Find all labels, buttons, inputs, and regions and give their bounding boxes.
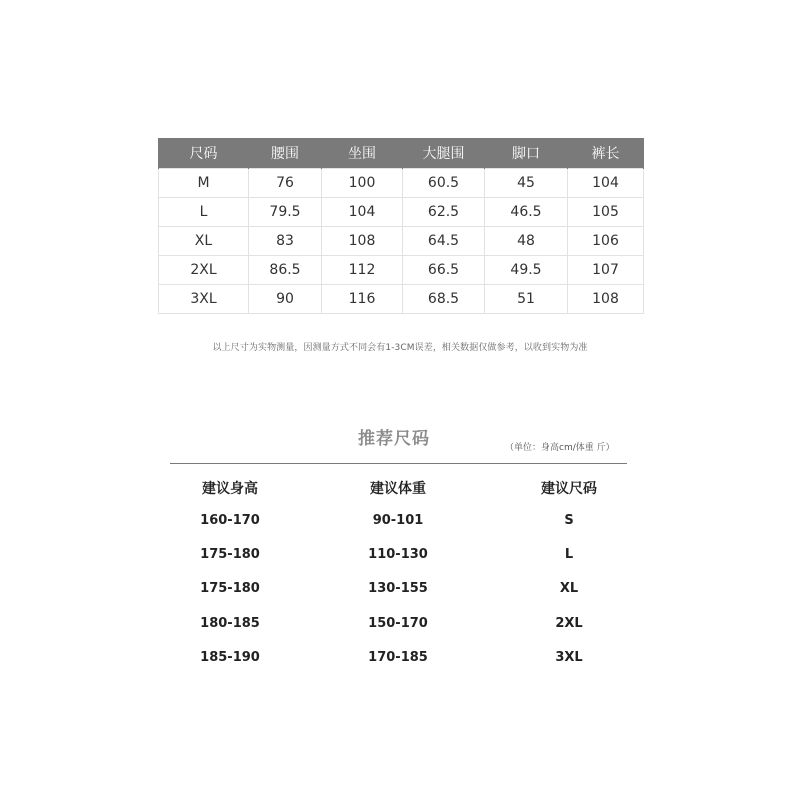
list-item bbox=[0, 646, 800, 670]
table-cell: 112 bbox=[322, 256, 403, 285]
size-table bbox=[158, 138, 644, 314]
size-value: 2XL bbox=[555, 616, 583, 631]
table-cell: 106 bbox=[568, 227, 644, 256]
table-cell: 86.5 bbox=[249, 256, 322, 285]
table-cell: 66.5 bbox=[403, 256, 485, 285]
header-height: 建议身高 bbox=[202, 481, 258, 497]
table-cell: 49.5 bbox=[485, 256, 568, 285]
weight-value: 150-170 bbox=[368, 616, 428, 631]
height-value: 160-170 bbox=[200, 513, 260, 528]
header-cell-size: 尺码 bbox=[159, 138, 249, 169]
table-cell: 68.5 bbox=[403, 285, 485, 314]
table-row bbox=[159, 198, 644, 227]
height-value: 175-180 bbox=[200, 547, 260, 562]
table-cell: M bbox=[159, 169, 249, 198]
weight-value: 170-185 bbox=[368, 650, 428, 665]
table-cell: 105 bbox=[568, 198, 644, 227]
table-cell: 90 bbox=[249, 285, 322, 314]
header-cell-hip: 坐围 bbox=[322, 138, 403, 169]
size-table-header bbox=[159, 138, 644, 169]
list-item bbox=[0, 577, 800, 601]
size-value: L bbox=[564, 547, 574, 562]
table-cell: 104 bbox=[322, 198, 403, 227]
header-cell-leg-opening: 脚口 bbox=[485, 138, 568, 169]
divider bbox=[170, 463, 627, 464]
recommend-title: 推荐尺码 bbox=[358, 429, 430, 449]
recommend-unit-note: （单位：身高cm/体重 斤） bbox=[505, 443, 615, 453]
size-value: XL bbox=[559, 581, 579, 596]
size-value: S bbox=[564, 513, 574, 528]
table-cell: 45 bbox=[485, 169, 568, 198]
table-row bbox=[159, 285, 644, 314]
header-cell-waist: 腰围 bbox=[249, 138, 322, 169]
header-cell-length: 裤长 bbox=[568, 138, 644, 169]
table-cell: 76 bbox=[249, 169, 322, 198]
height-value: 185-190 bbox=[200, 650, 260, 665]
table-cell: 100 bbox=[322, 169, 403, 198]
table-cell: L bbox=[159, 198, 249, 227]
measurement-note: 以上尺寸为实物测量，因测量方式不同会有1-3CM误差，相关数据仅做参考，以收到实物为准 bbox=[212, 343, 588, 353]
weight-value: 130-155 bbox=[368, 581, 428, 596]
table-cell: 62.5 bbox=[403, 198, 485, 227]
table-cell: 83 bbox=[249, 227, 322, 256]
table-cell: 48 bbox=[485, 227, 568, 256]
header-size: 建议尺码 bbox=[541, 481, 597, 497]
table-row bbox=[159, 256, 644, 285]
table-cell: 51 bbox=[485, 285, 568, 314]
table-cell: 104 bbox=[568, 169, 644, 198]
table-cell: 79.5 bbox=[249, 198, 322, 227]
weight-value: 110-130 bbox=[368, 547, 428, 562]
table-cell: 116 bbox=[322, 285, 403, 314]
weight-value: 90-101 bbox=[372, 513, 424, 528]
list-item bbox=[0, 543, 800, 567]
table-cell: 107 bbox=[568, 256, 644, 285]
table-row bbox=[159, 227, 644, 256]
list-item bbox=[0, 509, 800, 533]
table-row bbox=[159, 169, 644, 198]
table-cell: 64.5 bbox=[403, 227, 485, 256]
table-cell: XL bbox=[159, 227, 249, 256]
table-cell: 3XL bbox=[159, 285, 249, 314]
recommend-header-row bbox=[0, 477, 800, 501]
size-value: 3XL bbox=[555, 650, 583, 665]
table-cell: 108 bbox=[322, 227, 403, 256]
header-weight: 建议体重 bbox=[370, 481, 426, 497]
header-cell-thigh: 大腿围 bbox=[403, 138, 485, 169]
table-cell: 2XL bbox=[159, 256, 249, 285]
table-cell: 46.5 bbox=[485, 198, 568, 227]
table-cell: 108 bbox=[568, 285, 644, 314]
height-value: 180-185 bbox=[200, 616, 260, 631]
height-value: 175-180 bbox=[200, 581, 260, 596]
list-item bbox=[0, 612, 800, 636]
table-cell: 60.5 bbox=[403, 169, 485, 198]
